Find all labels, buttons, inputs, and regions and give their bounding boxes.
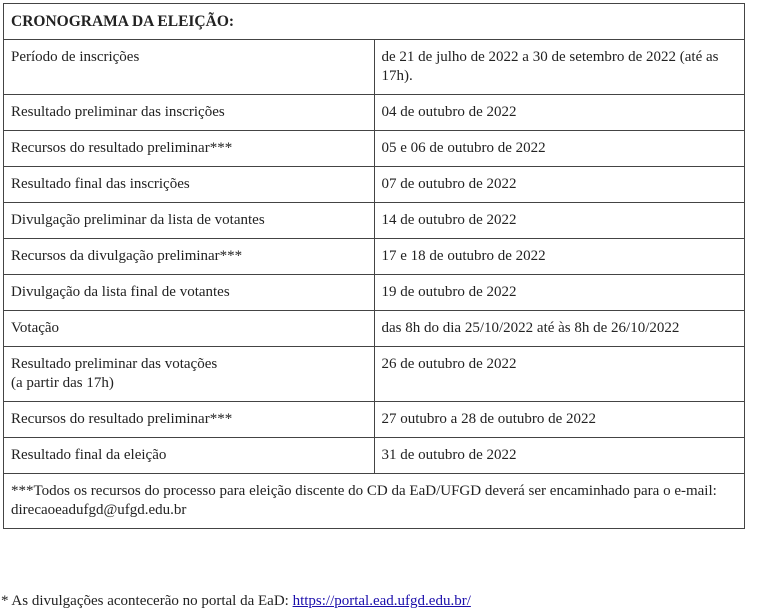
appeals-note: ***Todos os recursos do processo para eleição discente do CD da EaD/UFGD deverá ser encaminhado para o e-mail: direcaoeadufgd@ufgd.edu.br: [4, 474, 745, 529]
table-row: [4, 275, 745, 311]
title-row: [4, 4, 745, 40]
row-value: 07 de outubro de 2022: [374, 167, 745, 203]
row-value: das 8h do dia 25/10/2022 até às 8h de 26/10/2022: [374, 311, 745, 347]
portal-link[interactable]: https://portal.ead.ufgd.edu.br/: [292, 593, 471, 609]
schedule-title: CRONOGRAMA DA ELEIÇÃO:: [4, 4, 745, 40]
footnote-text: * As divulgações acontecerão no portal da EaD:: [1, 593, 293, 609]
row-value: 19 de outubro de 2022: [374, 275, 745, 311]
table-row: [4, 167, 745, 203]
row-value: 17 e 18 de outubro de 2022: [374, 239, 745, 275]
table-row: [4, 40, 745, 95]
row-label: [4, 347, 375, 402]
row-label: Votação: [4, 311, 375, 347]
schedule-container: [3, 3, 745, 529]
election-schedule-table: [3, 3, 745, 529]
row-label: Recursos do resultado preliminar***: [4, 402, 375, 438]
row-value: 26 de outubro de 2022: [374, 347, 745, 402]
row-label: Período de inscrições: [4, 40, 375, 95]
table-row: [4, 311, 745, 347]
row-label-line1: Resultado preliminar das votações: [11, 356, 218, 372]
portal-footnote: [1, 593, 471, 610]
row-label: Divulgação preliminar da lista de votantes: [4, 203, 375, 239]
row-value: 05 e 06 de outubro de 2022: [374, 131, 745, 167]
table-row: [4, 347, 745, 402]
note-row: [4, 474, 745, 529]
row-label: Resultado preliminar das inscrições: [4, 95, 375, 131]
row-label: Recursos do resultado preliminar***: [4, 131, 375, 167]
row-value: 27 outubro a 28 de outubro de 2022: [374, 402, 745, 438]
table-row: [4, 131, 745, 167]
row-label: Resultado final das inscrições: [4, 167, 375, 203]
row-label: Resultado final da eleição: [4, 438, 375, 474]
row-label-line2: (a partir das 17h): [11, 375, 114, 391]
table-row: [4, 239, 745, 275]
table-row: [4, 203, 745, 239]
row-label: Divulgação da lista final de votantes: [4, 275, 375, 311]
table-row: [4, 402, 745, 438]
row-value: 04 de outubro de 2022: [374, 95, 745, 131]
row-value: 31 de outubro de 2022: [374, 438, 745, 474]
table-row: [4, 438, 745, 474]
row-value: de 21 de julho de 2022 a 30 de setembro de 2022 (até as 17h).: [374, 40, 745, 95]
row-label: Recursos da divulgação preliminar***: [4, 239, 375, 275]
table-row: [4, 95, 745, 131]
row-value: 14 de outubro de 2022: [374, 203, 745, 239]
